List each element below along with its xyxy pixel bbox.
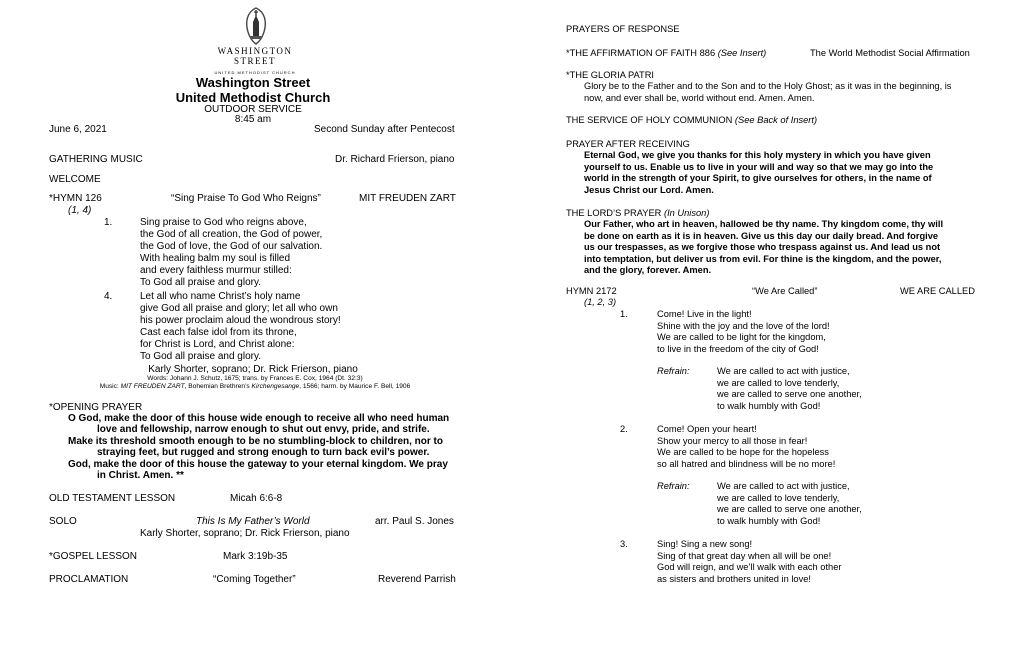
refrain-line: we are called to love tenderly, [717,492,840,503]
hymn-2172-verse3 [657,539,841,585]
lords-prayer-note: (In Unison) [663,208,710,218]
verse-line: To God all praise and glory. [140,351,261,362]
lords-prayer-text [584,219,943,277]
gloria-patri-label: *THE GLORIA PATRI [566,70,654,80]
verse-line: We are called to be light for the kingdom, [657,332,826,343]
opening-prayer-line: God, make the door of this house the gateway to your eternal kingdom. We pray [68,459,448,470]
refrain-label: Refrain: [657,366,690,376]
ot-lesson-label: OLD TESTAMENT LESSON [49,493,176,504]
refrain-line: We are called to act with justice, [717,481,850,491]
hymn-2172-verse3-number: 3. [620,539,628,549]
welcome-label: WELCOME [49,174,101,185]
solo-performers: Karly Shorter, soprano; Dr. Rick Frierson, piano [140,528,350,539]
logo-name-line1: WASHINGTON [217,46,293,56]
hymn-2172-verse2-number: 2. [620,424,628,434]
hymn-126-music-credit [60,383,450,391]
hymn-126-verses: (1, 4) [68,205,92,216]
verse-line: the God of love, the God of our salvation. [140,241,323,252]
opening-prayer-line: straying feet, but rugged and strong enough to turn back evil’s power. [97,447,430,458]
refrain-line: we are called to love tenderly, [717,377,840,388]
verse-line: Sing praise to God who reigns above, [140,217,307,228]
verse-line: Let all who name Christ’s holy name [140,291,301,302]
lords-prayer-label [566,208,709,220]
gloria-line: now, and ever shall be, world without end. Amen. Amen. [584,92,815,103]
hymn-2172-label: HYMN 2172 [566,286,617,296]
verse-line: Cast each false idol from its throne, [140,327,297,338]
solo-arranger: arr. Paul S. Jones [375,516,454,527]
verse-line: Sing! Sing a new song! [657,539,753,549]
prayers-of-response-label: PRAYERS OF RESPONSE [566,24,680,34]
logo-name-line2: STREET [234,56,276,66]
refrain-text-repeat [717,481,862,527]
church-title-line2: United Methodist Church [175,90,331,105]
opening-prayer-line: O God, make the door of this house wide enough to receive all who need human [68,413,450,424]
hymn-126-verse4-number: 4. [104,291,113,302]
verse-line: and every faithless murmur stilled: [140,265,292,276]
credit-text: Music: [99,383,121,390]
holy-communion-label [566,115,817,127]
opening-prayer-line: in Christ. Amen. ** [97,470,184,481]
sermon-title: “Coming Together” [213,574,296,585]
gospel-lesson-label: *GOSPEL LESSON [49,551,137,562]
prayer-line: world in the strength of your Spirit, to give ourselves for others, in the name of [584,173,932,184]
communion-label-text: THE SERVICE OF HOLY COMMUNION [566,115,735,125]
credit-book: Kirchengesange [251,383,300,390]
prayer-after-receiving-text [584,150,933,196]
hymn-126-tune: MIT FREUDEN ZART [359,193,456,204]
hymn-2172-verses: (1, 2, 3) [584,297,617,307]
credit-text: , Bohemian Brethren’s [184,383,252,390]
verse-line: give God all praise and glory; let all who own [140,303,338,314]
refrain-line: to walk humbly with God! [717,400,821,411]
credit-text: , 1566; harm. by Maurice F. Bell, 1906 [299,383,411,390]
hymn-2172-verse2 [657,424,835,470]
verse-line: Come! Live in the light! [657,309,752,319]
prayer-line: yourself to us. Enable us to live in your will and way so that we may go into the [584,161,934,172]
verse-line: to live in the freedom of the city of God! [657,343,819,354]
verse-line: as sisters and brothers united in love! [657,573,811,584]
opening-prayer-label: *OPENING PRAYER [49,402,143,413]
hymn-126-title: “Sing Praise To God Who Reigns” [171,193,321,204]
prayer-line: Eternal God, we give you thanks for this holy mystery in which you have given [584,150,931,160]
verse-line: Show your mercy to all those in fear! [657,435,808,446]
gloria-patri-text [584,81,951,104]
hymn-126-performers: Karly Shorter, soprano; Dr. Rick Frierson, piano [148,364,358,375]
hymn-126-verse1 [140,217,322,289]
service-type: OUTDOOR SERVICE [204,104,302,115]
gathering-music-label: GATHERING MUSIC [49,154,143,165]
refrain-line: we are called to serve one another, [717,389,862,400]
opening-prayer-line: Make its threshold smooth enough to be no stumbling-block to children, nor to [68,436,443,447]
prayer-line: us our trespasses, as we forgive those who trespass against us. And lead us not [584,242,941,253]
prayer-after-receiving-label: PRAYER AFTER RECEIVING [566,139,690,149]
prayer-line: into temptation, but deliver us from evil. For thine is the kingdom, and the power, [584,253,942,264]
verse-line: for Christ is Lord, and Christ alone: [140,339,295,350]
prayer-line: be done on earth as it is in heaven. Give us this day our daily bread. And forgive [584,230,939,241]
verse-line: To God all praise and glory. [140,277,261,288]
lords-prayer-label-text: THE LORD’S PRAYER [566,208,664,218]
liturgical-occasion: Second Sunday after Pentecost [314,124,455,135]
verse-line: Sing of that great day when all will be one! [657,550,832,561]
verse-line: With healing balm my soul is filled [140,253,291,264]
verse-line: his power proclaim aloud the wondrous story! [140,315,341,326]
service-time: 8:45 am [234,114,272,125]
hymn-126-label: *HYMN 126 [49,193,102,204]
proclamation-label: PROCLAMATION [49,574,129,585]
credit-tune: MIT FREUDEN ZART [120,383,185,390]
hymn-126-verse4 [140,291,341,363]
church-title-line1: Washington Street [195,75,311,90]
hymn-2172-verse1 [657,309,830,355]
verse-line: We are called to be hope for the hopeless [657,447,829,458]
verse-line: Come! Open your heart! [657,424,757,434]
hymn-126-words-credit: Words: Johann J. Schutz, 1675; trans. by Frances E. Cox, 1964 (Dt. 32:3) [147,375,363,382]
refrain-line: to walk humbly with God! [717,515,821,526]
refrain-label-repeat: Refrain: [657,481,690,491]
verse-line: God will reign, and we’ll walk with each other [657,562,842,573]
affirmation-label-text: *THE AFFIRMATION OF FAITH 886 [566,48,718,58]
hymn-2172-tune: WE ARE CALLED [900,286,975,296]
prayer-line: Our Father, who art in heaven, hallowed be thy name. Thy kingdom come, thy will [584,219,944,229]
right-page [512,0,1024,663]
ot-lesson-reference: Micah 6:6-8 [230,493,283,504]
church-logo-icon [240,6,272,46]
affirmation-title: The World Methodist Social Affirmation [810,48,970,58]
refrain-line: We are called to act with justice, [717,366,850,376]
communion-note: (See Back of Insert) [734,115,818,125]
solo-label: SOLO [49,516,77,527]
hymn-2172-title: “We Are Called” [752,286,818,296]
refrain-text [717,366,862,412]
preacher-name: Reverend Parrish [378,574,456,585]
service-date: June 6, 2021 [49,124,107,135]
affirmation-label [566,48,766,60]
hymn-126-verse1-number: 1. [104,217,113,228]
verse-line: Shine with the joy and the love of the lord! [657,320,830,331]
gospel-lesson-reference: Mark 3:19b-35 [223,551,288,562]
prayer-line: and the glory, forever. Amen. [584,265,712,276]
verse-line: the God of all creation, the God of power, [140,229,323,240]
hymn-2172-verse1-number: 1. [620,309,628,319]
prayer-line: Jesus Christ our Lord. Amen. [584,184,714,195]
gloria-line: Glory be to the Father and to the Son and to the Holy Ghost; as it was in the beginning, is [584,81,952,91]
affirmation-note: (See Insert) [717,48,767,58]
solo-title: This Is My Father’s World [196,516,310,527]
verse-line: so all hatred and blindness will be no more! [657,458,836,469]
opening-prayer-line: love and fellowship, narrow enough to shut out envy, pride, and strife. [97,424,430,435]
logo-subtitle: UNITED METHODIST CHURCH [214,70,296,75]
refrain-line: we are called to serve one another, [717,504,862,515]
gathering-music-performer: Dr. Richard Frierson, piano [335,154,455,165]
